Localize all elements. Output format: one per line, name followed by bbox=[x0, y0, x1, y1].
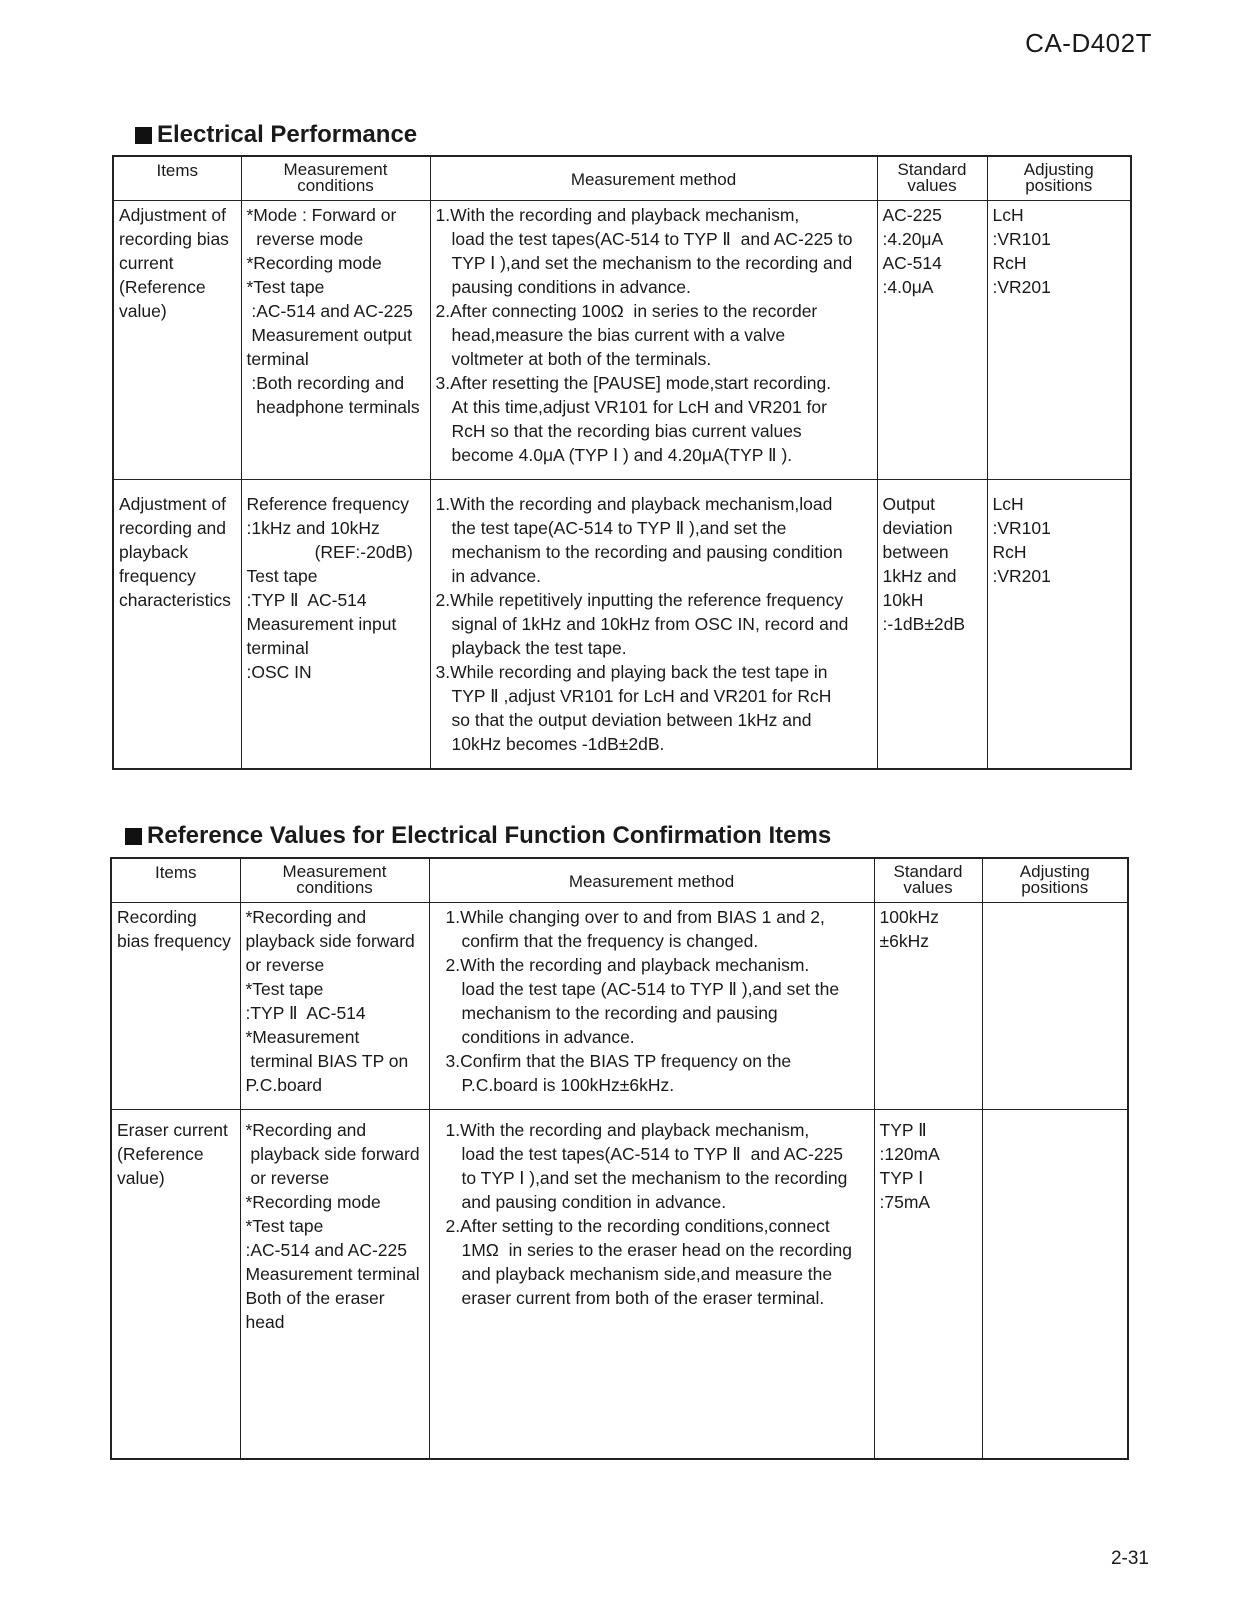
electrical-performance-table bbox=[112, 155, 1132, 770]
cell-adjusting bbox=[982, 1109, 1128, 1459]
cell-adjusting: LcH :VR101 RcH :VR201 bbox=[987, 200, 1131, 479]
cell-items: Eraser current (Reference value) bbox=[111, 1109, 240, 1459]
cell-method: 1.With the recording and playback mechanism, load the test tapes(AC-514 to TYP Ⅱ and AC-225 to TYP Ⅰ ),and set the mechanism to the recording and pausing conditions in advance. 2.After connecting 100Ω in series to the recorder head,measure the bias current with a valve voltmeter at both of the terminals. 3.After resetting the [PAUSE] mode,start recording. At this time,adjust VR101 for LcH and VR201 for RcH so that the recording bias current values become 4.0μA (TYP Ⅰ ) and 4.20μA(TYP Ⅱ ). bbox=[430, 200, 877, 479]
header-conditions: Measurement conditions bbox=[241, 156, 430, 200]
header-row bbox=[113, 156, 1131, 200]
cell-conditions: *Recording and playback side forward or reverse *Recording mode *Test tape :AC-514 and AC-225 Measurement terminal Both of the eraser head bbox=[240, 1109, 429, 1459]
header-standard: Standard values bbox=[877, 156, 987, 200]
cell-items: Recording bias frequency bbox=[111, 902, 240, 1109]
cell-method: 1.With the recording and playback mechanism,load the test tape(AC-514 to TYP Ⅱ ),and set the mechanism to the recording and pausing condition in advance. 2.While repetitively inputting the reference frequency signal of 1kHz and 10kHz from OSC IN, record and playback the test tape. 3.While recording and playing back the test tape in TYP Ⅱ ,adjust VR101 for LcH and VR201 for RcH so that the output deviation between 1kHz and 10kHz becomes -1dB±2dB. bbox=[430, 479, 877, 769]
section-heading-reference-values bbox=[125, 822, 831, 850]
cell-adjusting bbox=[982, 902, 1128, 1109]
header-adjusting: Adjusting positions bbox=[987, 156, 1131, 200]
cell-conditions: *Recording and playback side forward or reverse *Test tape :TYP Ⅱ AC-514 *Measurement terminal BIAS TP on P.C.board bbox=[240, 902, 429, 1109]
cell-conditions: Reference frequency :1kHz and 10kHz (REF:-20dB) Test tape :TYP Ⅱ AC-514 Measurement input terminal :OSC IN bbox=[241, 479, 430, 769]
cell-adjusting: LcH :VR101 RcH :VR201 bbox=[987, 479, 1131, 769]
header-method: Measurement method bbox=[430, 156, 877, 200]
page-number: 2-31 bbox=[1110, 1548, 1149, 1569]
section-heading-electrical-performance bbox=[135, 121, 417, 149]
cell-items: Adjustment of recording bias current (Reference value) bbox=[113, 200, 241, 479]
header-items: Items bbox=[111, 858, 240, 902]
cell-standard: TYP Ⅱ :120mA TYP Ⅰ :75mA bbox=[874, 1109, 982, 1459]
cell-items: Adjustment of recording and playback frequency characteristics bbox=[113, 479, 241, 769]
cell-method: 1.While changing over to and from BIAS 1 and 2, confirm that the frequency is changed. 2.With the recording and playback mechanism. load the test tape (AC-514 to TYP Ⅱ ),and set the mechanism to the recording and pausing conditions in advance. 3.Confirm that the BIAS TP frequency on the P.C.board is 100kHz±6kHz. bbox=[429, 902, 874, 1109]
cell-standard: AC-225 :4.20μA AC-514 :4.0μA bbox=[877, 200, 987, 479]
header-conditions: Measurement conditions bbox=[240, 858, 429, 902]
bullet-square-icon bbox=[135, 127, 152, 144]
bullet-square-icon bbox=[125, 828, 142, 845]
cell-standard: 100kHz ±6kHz bbox=[874, 902, 982, 1109]
model-number: CA-D402T bbox=[1025, 28, 1152, 58]
table-row bbox=[113, 479, 1131, 769]
cell-method: 1.With the recording and playback mechanism, load the test tapes(AC-514 to TYP Ⅱ and AC-225 to TYP Ⅰ ),and set the mechanism to the recording and pausing condition in advance. 2.After setting to the recording conditions,connect 1MΩ in series to the eraser head on the recording and playback mechanism side,and measure the eraser current from both of the eraser terminal. bbox=[429, 1109, 874, 1459]
reference-values-table bbox=[110, 857, 1129, 1460]
table-row bbox=[111, 1109, 1128, 1459]
section-title: Electrical Performance bbox=[157, 121, 418, 148]
header-items: Items bbox=[113, 156, 241, 200]
header-row bbox=[111, 858, 1128, 902]
table-row bbox=[113, 200, 1131, 479]
header-standard: Standard values bbox=[874, 858, 982, 902]
cell-conditions: *Mode : Forward or reverse mode *Recording mode *Test tape :AC-514 and AC-225 Measurement output terminal :Both recording and headphone terminals bbox=[241, 200, 430, 479]
section-title: Reference Values for Electrical Function Confirmation Items bbox=[147, 822, 832, 849]
header-adjusting: Adjusting positions bbox=[982, 858, 1128, 902]
table-row bbox=[111, 902, 1128, 1109]
header-method: Measurement method bbox=[429, 858, 874, 902]
cell-standard: Output deviation between 1kHz and 10kH :-1dB±2dB bbox=[877, 479, 987, 769]
